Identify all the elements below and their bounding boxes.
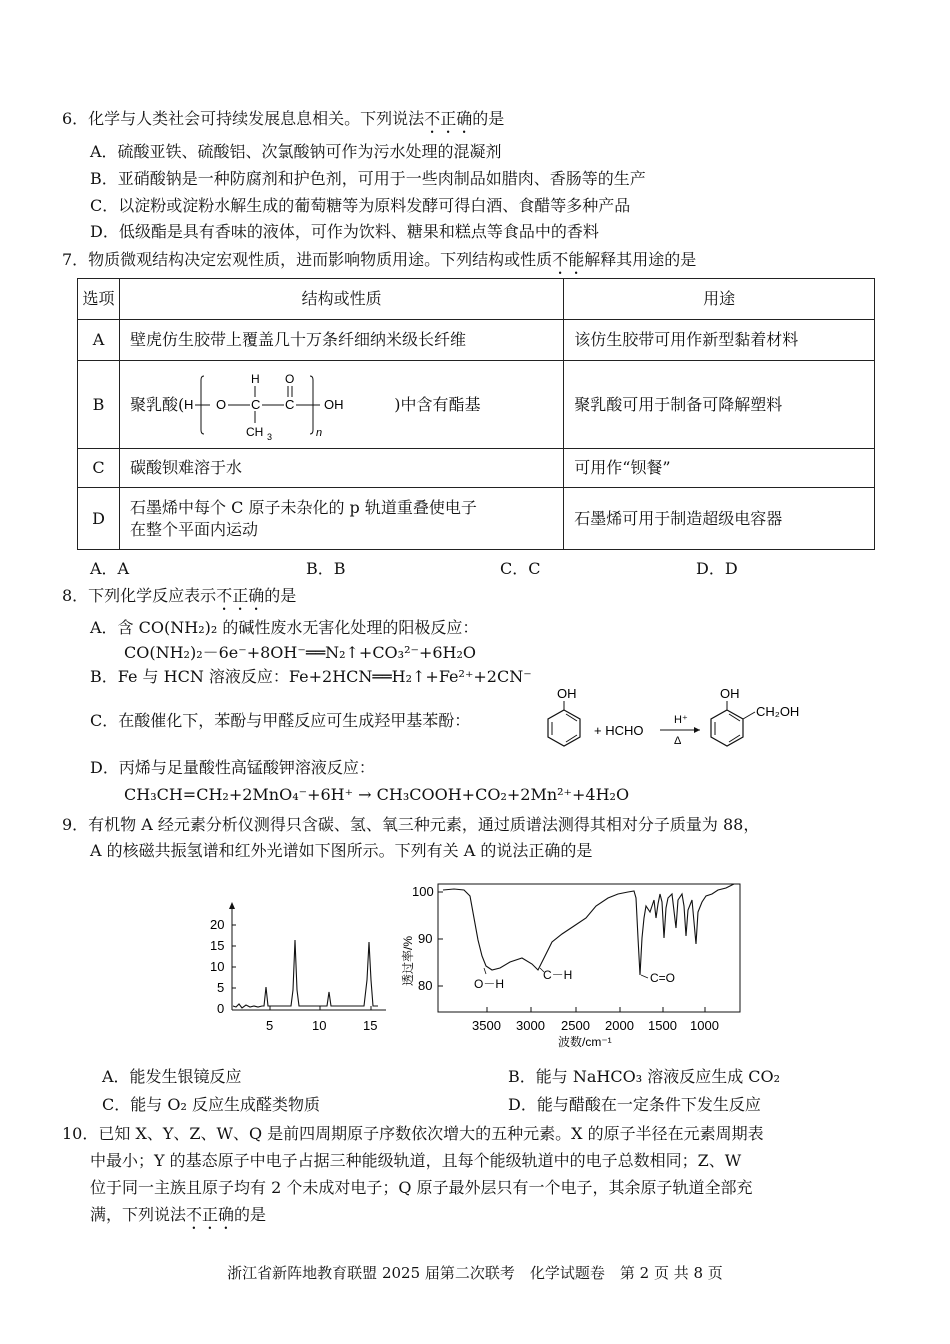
q9-stem-line2: A 的核磁共振氢谱和红外光谱如下图所示。下列有关 A 的说法正确的是 [90,841,593,860]
q6-option-b: B．亚硝酸钠是一种防腐剂和护色剂，可用于一些肉制品如腊肉、香肠等的生产 [90,169,646,188]
table-header-row [78,279,875,320]
svg-text:3000: 3000 [516,1018,545,1033]
table-row: B 聚乳酸( H O C H CH 3 C O n OH )中含有酯基 聚乳酸可用于制备可降解塑料 [78,361,875,449]
svg-text:1500: 1500 [648,1018,677,1033]
svg-text:H: H [184,396,194,412]
svg-text:O－H: O－H [474,977,505,991]
q6-stem: 6．化学与人类社会可持续发展息息相关。下列说法不正确的是 [62,109,505,128]
q9-option-d: D．能与醋酸在一定条件下发生反应 [508,1095,761,1114]
q7-table [77,278,875,550]
svg-text:O: O [285,371,295,386]
q10-line1: 10．已知 X、Y、Z、W、Q 是前四周期原子序数依次增大的五种元素。X 的原子半径在元素周期表 [62,1124,764,1143]
svg-text:20: 20 [210,917,225,932]
q6-option-c: C．以淀粉或淀粉水解生成的葡萄糖等为原料发酵可得白酒、食醋等多种产品 [90,196,631,215]
q9-stem-line1: 9．有机物 A 经元素分析仪测得只含碳、氢、氧三种元素，通过质谱法测得其相对分子质量为 88， [62,815,760,834]
svg-text:0: 0 [217,1001,225,1016]
svg-text:n: n [316,426,323,439]
polylactic-acid-structure [184,366,394,444]
svg-text:CH: CH [246,424,264,439]
svg-text:O: O [216,396,227,412]
svg-text:C=O: C=O [650,971,676,985]
nmr-spectrum [196,900,396,1038]
q7-emphasis: 不能 [552,250,585,269]
q9-option-a: A．能发生银镜反应 [102,1067,242,1086]
svg-text:+ HCHO: + HCHO [594,723,644,738]
table-row: C 碳酸钡难溶于水 可用作“钡餐” [78,449,875,488]
svg-text:10: 10 [210,959,225,974]
q6-option-d: D．低级酯是具有香味的液体，可作为饮料、糖果和糕点等食品中的香料 [90,222,599,241]
svg-text:OH: OH [557,686,577,701]
q7-answer-b: B．B [306,559,346,578]
svg-text:2500: 2500 [561,1018,590,1033]
q7-answer-c: C．C [500,559,541,578]
svg-text:100: 100 [412,884,434,899]
q10-line2: 中最小；Y 的基态原子中电子占据三种能级轨道，且每个能级轨道中的电子总数相同；Z、W [90,1151,742,1170]
q9-option-c: C．能与 O₂ 反应生成醛类物质 [102,1095,320,1114]
svg-text:C－H: C－H [543,968,573,982]
svg-text:15: 15 [210,938,225,953]
q8-emphasis: 不正确 [216,586,265,605]
header-option: 选项 [78,279,120,320]
svg-text:5: 5 [217,980,225,995]
q10-line4: 满，下列说法不正确的是 [90,1205,267,1224]
svg-text:C: C [251,396,261,412]
q6-emphasis: 不正确 [424,109,473,128]
svg-text:波数/cm⁻¹: 波数/cm⁻¹ [558,1035,612,1049]
svg-text:3500: 3500 [472,1018,501,1033]
header-use: 用途 [564,279,875,320]
page-footer: 浙江省新阵地教育联盟 2025 届第二次联考 化学试题卷 第 2 页 共 8 页 [227,1264,723,1282]
q10-emphasis: 不正确 [186,1205,235,1224]
q7-answer-d: D．D [696,559,738,578]
svg-text:90: 90 [418,931,433,946]
q9-option-b: B．能与 NaHCO₃ 溶液反应生成 CO₂ [508,1067,781,1086]
svg-text:80: 80 [418,978,433,993]
svg-text:OH: OH [324,396,344,412]
header-structure: 结构或性质 [120,279,564,320]
q7-answer-a: A．A [90,559,130,578]
ir-spectrum [398,878,748,1056]
q6-option-a: A．硫酸亚铁、硫酸铝、次氯酸钠可作为污水处理的混凝剂 [90,142,502,161]
table-row: D 石墨烯中每个 C 原子未杂化的 p 轨道重叠使电子 在整个平面内运动 石墨烯可用于制造超级电容器 [78,488,875,550]
svg-text:2000: 2000 [605,1018,634,1033]
q8-option-a: A．含 CO(NH₂)₂ 的碱性废水无害化处理的阳极反应： [90,618,479,637]
q8-option-d-equation: CH₃CH=CH₂+2MnO₄⁻+6H⁺ → CH₃COOH+CO₂+2Mn²⁺+4H₂O [124,785,630,804]
q8-option-a-equation: CO(NH₂)₂－6e⁻+8OH⁻══N₂↑+CO₃²⁻+6H₂O [124,643,477,662]
svg-text:H⁺: H⁺ [674,714,688,726]
q10-line3: 位于同一主族且原子均有 2 个未成对电子；Q 原子最外层只有一个电子，其余原子轨道全部充 [90,1178,753,1197]
q8-option-b: B．Fe 与 HCN 溶液反应：Fe+2HCN══H₂↑+Fe²⁺+2CN⁻ [90,667,532,686]
q8-option-d: D．丙烯与足量酸性高锰酸钾溶液反应： [90,758,375,777]
svg-text:10: 10 [312,1018,327,1033]
svg-text:H: H [251,371,260,386]
svg-text:透过率/%: 透过率/% [401,935,415,986]
q8-option-c: C．在酸催化下，苯酚与甲醛反应可生成羟甲基苯酚： [90,711,471,730]
svg-text:3: 3 [267,431,273,442]
svg-text:15: 15 [363,1018,378,1033]
svg-text:1000: 1000 [690,1018,719,1033]
svg-text:Δ: Δ [674,735,682,747]
table-row: A 壁虎仿生胶带上覆盖几十万条纤细纳米级长纤维 该仿生胶带可用作新型黏着材料 [78,320,875,361]
q8-stem: 8．下列化学反应表示不正确的是 [62,586,297,605]
svg-text:CH₂OH: CH₂OH [756,704,800,719]
phenol-formaldehyde-reaction [540,684,820,756]
q7-stem: 7．物质微观结构决定宏观性质，进而影响物质用途。下列结构或性质不能解释其用途的是 [62,250,697,269]
svg-text:OH: OH [720,686,740,701]
svg-text:5: 5 [266,1018,274,1033]
svg-text:C: C [285,396,295,412]
